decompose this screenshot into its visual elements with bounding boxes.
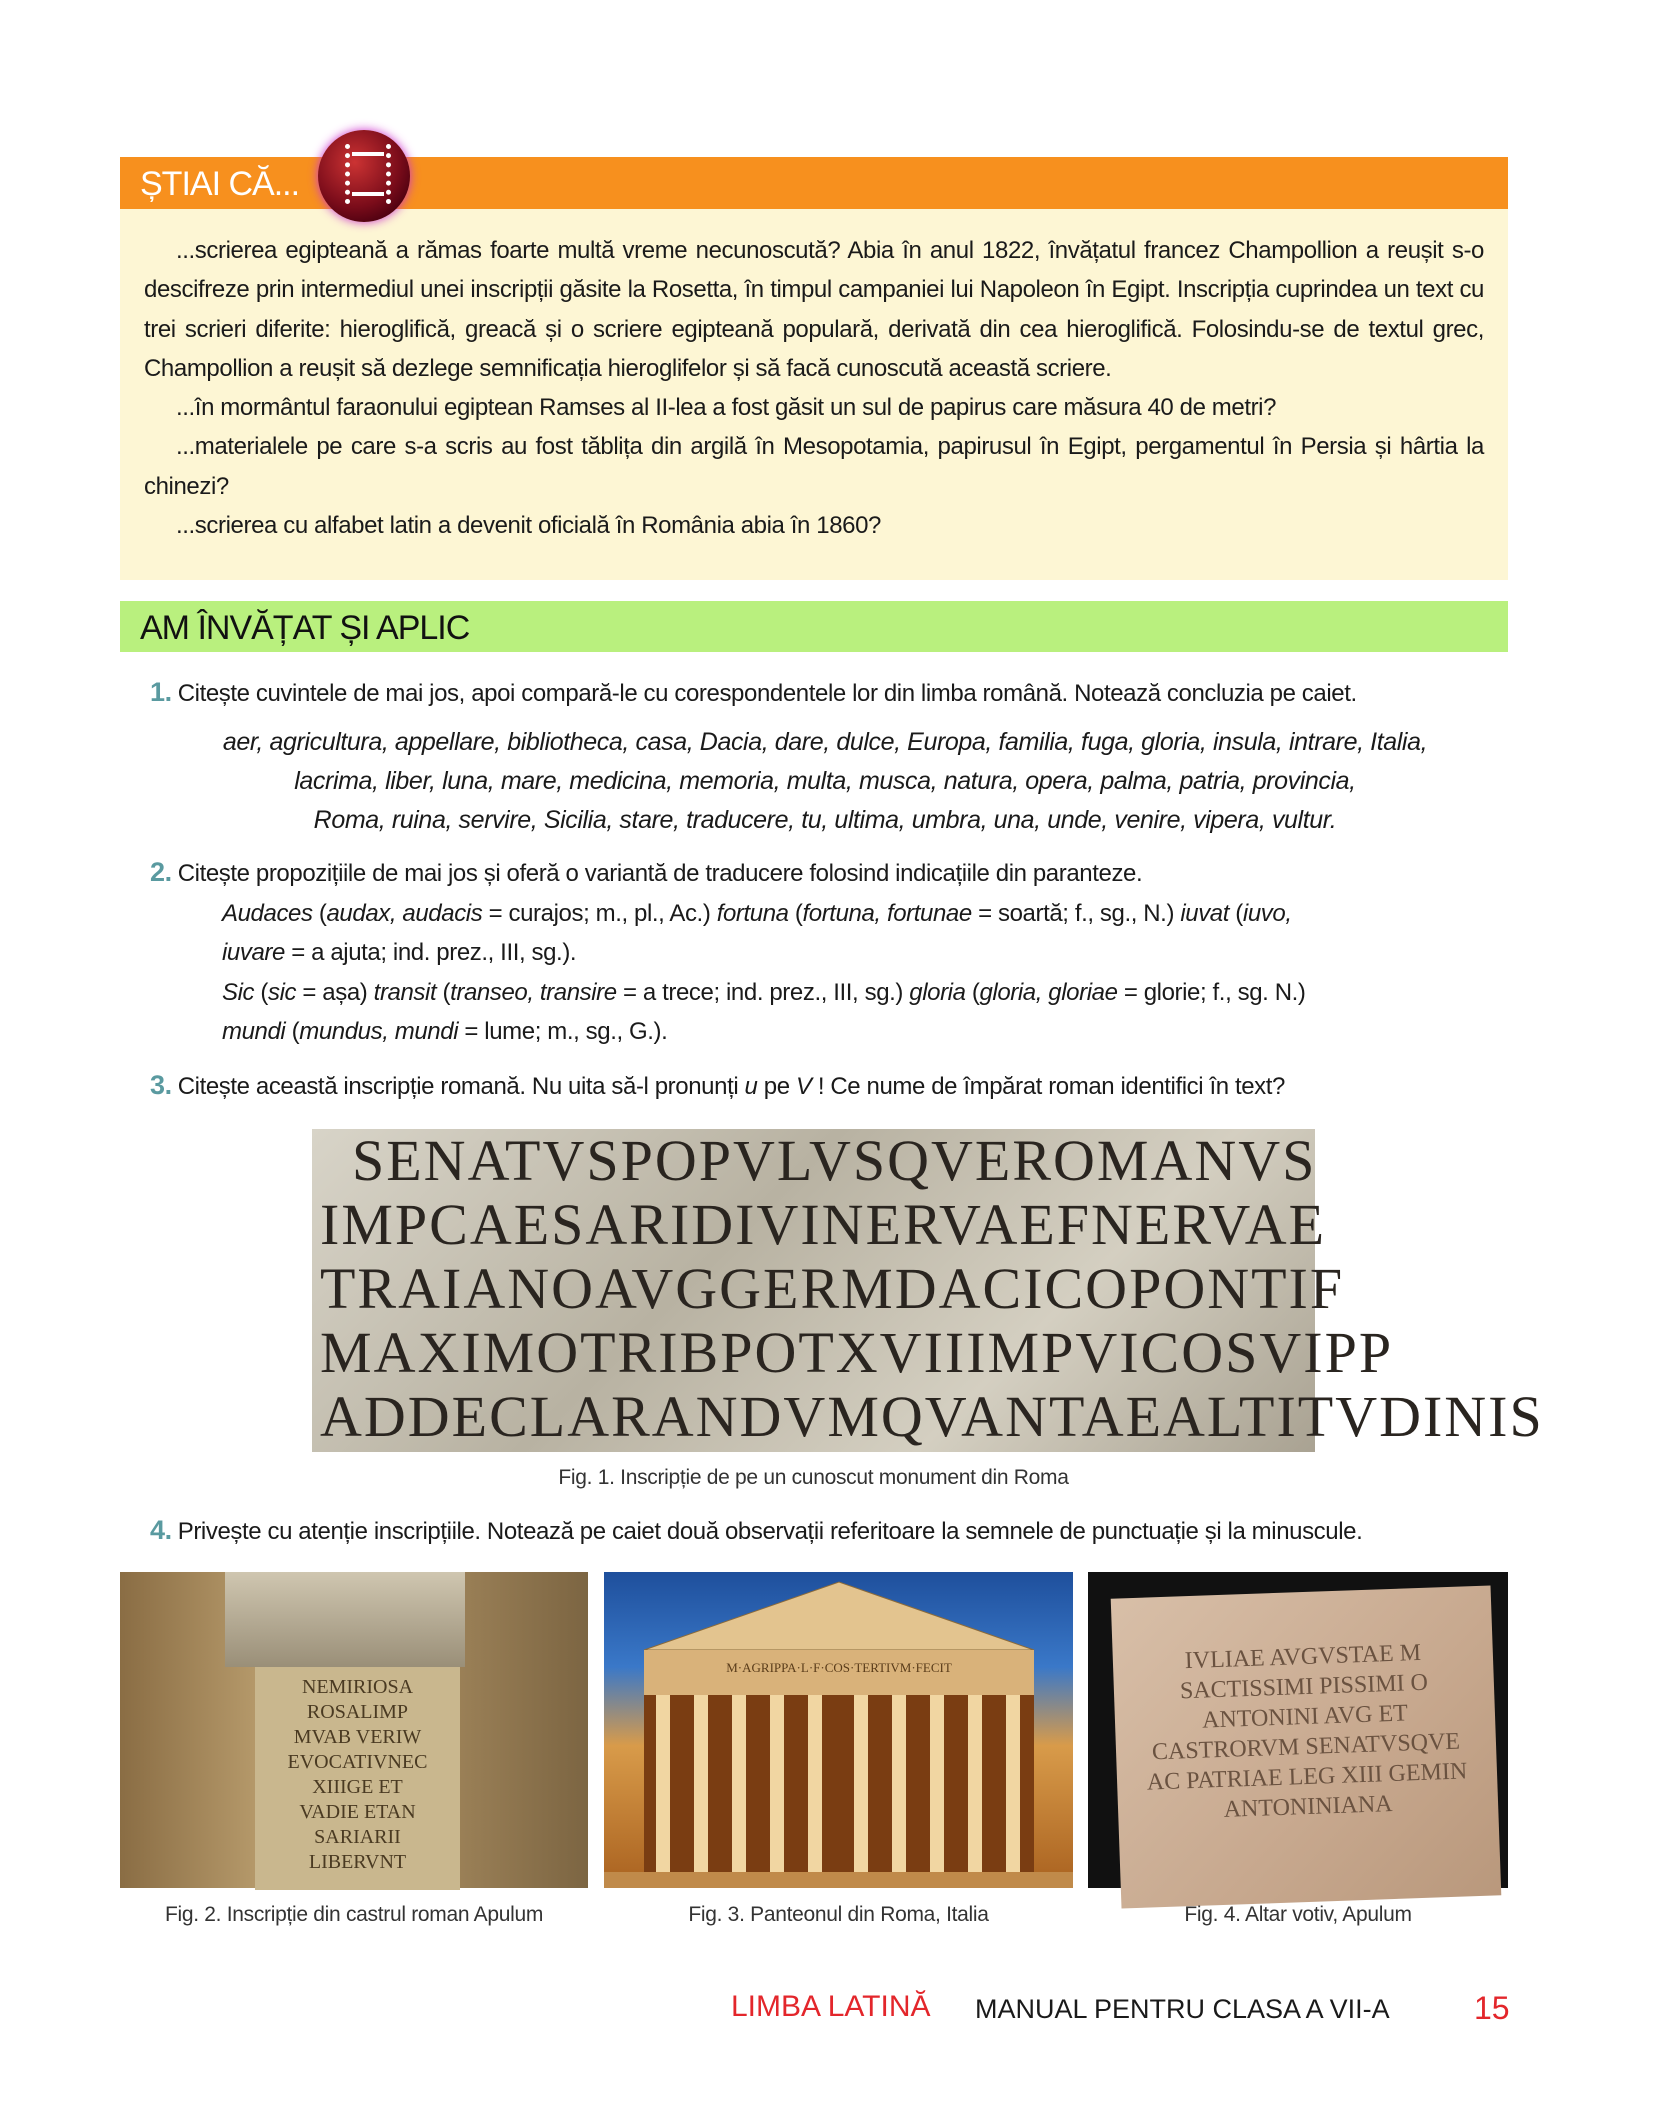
did-you-know-title: ȘTIAI CĂ... (140, 165, 300, 203)
learned-and-apply-title: AM ÎNVĂȚAT ȘI APLIC (140, 609, 470, 647)
film-strip-icon (318, 130, 410, 222)
footer-book-title: MANUAL PENTRU CLASA A VII-A (975, 1994, 1390, 2024)
inscription-line: SENATVSPOPVLVSQVEROMANVS (352, 1128, 1317, 1193)
figure-1-caption: Fig. 1. Inscripție de pe un cunoscut monument din Roma (558, 1466, 1069, 1489)
did-you-know-paragraph: ...scrierea egipteană a rămas foarte multă vreme necunoscută? Abia în anul 1822, învățatul francez Champollion a reușit s-o descifreze prin intermediul unei inscripții găsite la Rosetta, în timpul campaniei lui Napoleon în Egipt. Inscripția cuprindea un text cu trei scrieri diferite: hieroglifică, greacă și o scriere egipteană populară, derivată din cea hieroglifică. Folosindu-se de textul grec, Champollion a reușit să dezlege semnificația hieroglifelor și să facă cunoscută această scriere. (144, 237, 1484, 382)
sentence-line: mundi (mundus, mundi = lume; m., sg., G.). (222, 1017, 668, 1045)
exercise-instruction: Citește propozițiile de mai jos și oferă o variantă de traducere folosind indicațiile din paranteze. (177, 860, 1143, 887)
roman-inscription-image (312, 1128, 1544, 1452)
exercise-number: 1. (150, 677, 172, 707)
did-you-know-paragraph: ...materialele pe care s-a scris au fost tăblița din argilă în Mesopotamia, papirusul în Egipt, pergamentul în Persia și hârtia la chinezi? (144, 433, 1484, 500)
exercise-instruction: Citește această inscripție romană. Nu uita să-l pronunți (177, 1073, 745, 1100)
inscription-line: ADDECLARANDVMQVANTAEALTITVDINIS (320, 1384, 1544, 1449)
learned-and-apply-header (120, 601, 1508, 652)
sentence-line: Audaces (audax, audacis = curajos; m., pl., Ac.) fortuna (fortuna, fortunae = soartă; f., sg., N.) iuvat (iuvo, (222, 900, 1292, 927)
exercise-instruction: Privește cu atenție inscripțiile. Notează pe caiet două observații referitoare la semnele de punctuație și la minuscule. (177, 1518, 1363, 1545)
exercise-3 (150, 1070, 1285, 1101)
did-you-know-paragraph: ...în mormântul faraonului egiptean Ramses al II-lea a fost găsit un sul de papirus care măsura 40 de metri? (176, 394, 1277, 422)
exercise-number: 3. (150, 1070, 172, 1100)
inscription-line: TRAIANOAVGGERMDACICOPONTIF (320, 1256, 1345, 1321)
exercise-4 (150, 1515, 1362, 1546)
letter-u: u (744, 1073, 758, 1100)
exercise-instruction: ! Ce nume de împărat roman identifici în text? (811, 1073, 1285, 1100)
did-you-know-box (120, 209, 1508, 580)
footer-subject: LIMBA LATINĂ (731, 1990, 931, 2023)
exercise-1 (150, 677, 1357, 708)
exercise-number: 2. (150, 857, 172, 887)
figure-4-caption: Fig. 4. Altar votiv, Apulum (1184, 1903, 1412, 1926)
latin-word-list (160, 723, 1490, 840)
letter-v: V (795, 1073, 812, 1100)
page-number: 15 (1474, 1990, 1510, 2026)
pantheon-photo (604, 1572, 1073, 1888)
exercise-instruction: Citește cuvintele de mai jos, apoi compară-le cu corespondentele lor din limba română. Notează concluzia pe caiet. (177, 680, 1357, 707)
did-you-know-paragraph: ...scrierea cu alfabet latin a devenit oficială în România abia în 1860? (176, 512, 881, 540)
inscription-line: IMPCAESARIDIVINERVAEFNERVAE (320, 1192, 1327, 1257)
apulum-inscription-photo: NEMIRIOSA ROSALIMP MVAB VERIW EVOCATIVNEC XIIIGE ET VADIE ETAN SARIARII LIBERVNT (120, 1572, 588, 1888)
exercise-2 (150, 857, 1142, 888)
votive-altar-photo: IVLIAE AVGVSTAE M SACTISSIMI PISSIMI O ANTONINI AVG ET CASTRORVM SENATVSQVE AC PATRIAE LEG XIII GEMIN ANTONINIANA (1088, 1572, 1508, 1888)
word-line: lacrima, liber, luna, mare, medicina, memoria, multa, musca, natura, opera, palma, patria, provincia, (294, 767, 1356, 795)
exercise-number: 4. (150, 1515, 172, 1545)
figure-3-caption: Fig. 3. Panteonul din Roma, Italia (688, 1903, 989, 1926)
figure-2-caption: Fig. 2. Inscripție din castrul roman Apulum (164, 1903, 544, 1926)
exercise-instruction: pe (757, 1073, 796, 1100)
sentence-line: Sic (sic = așa) transit (transeo, transire = a trece; ind. prez., III, sg.) gloria (gloria, gloriae = glorie; f., sg. N.) (222, 978, 1306, 1006)
translation-sentences (222, 894, 1502, 1051)
word-line: Roma, ruina, servire, Sicilia, stare, traducere, tu, ultima, umbra, una, unde, venire, vipera, vultur. (313, 806, 1337, 834)
sentence-line: iuvare = a ajuta; ind. prez., III, sg.). (222, 939, 577, 967)
word-line: aer, agricultura, appellare, bibliotheca, casa, Dacia, dare, dulce, Europa, familia, fuga, gloria, insula, intrare, Italia, (222, 728, 1428, 756)
pantheon-lettering: M·AGRIPPA·L·F·COS·TERTIVM·FECIT (726, 1660, 952, 1675)
inscription-line: MAXIMOTRIBPOTXVIIIMPVICOSVIPP (320, 1320, 1394, 1385)
